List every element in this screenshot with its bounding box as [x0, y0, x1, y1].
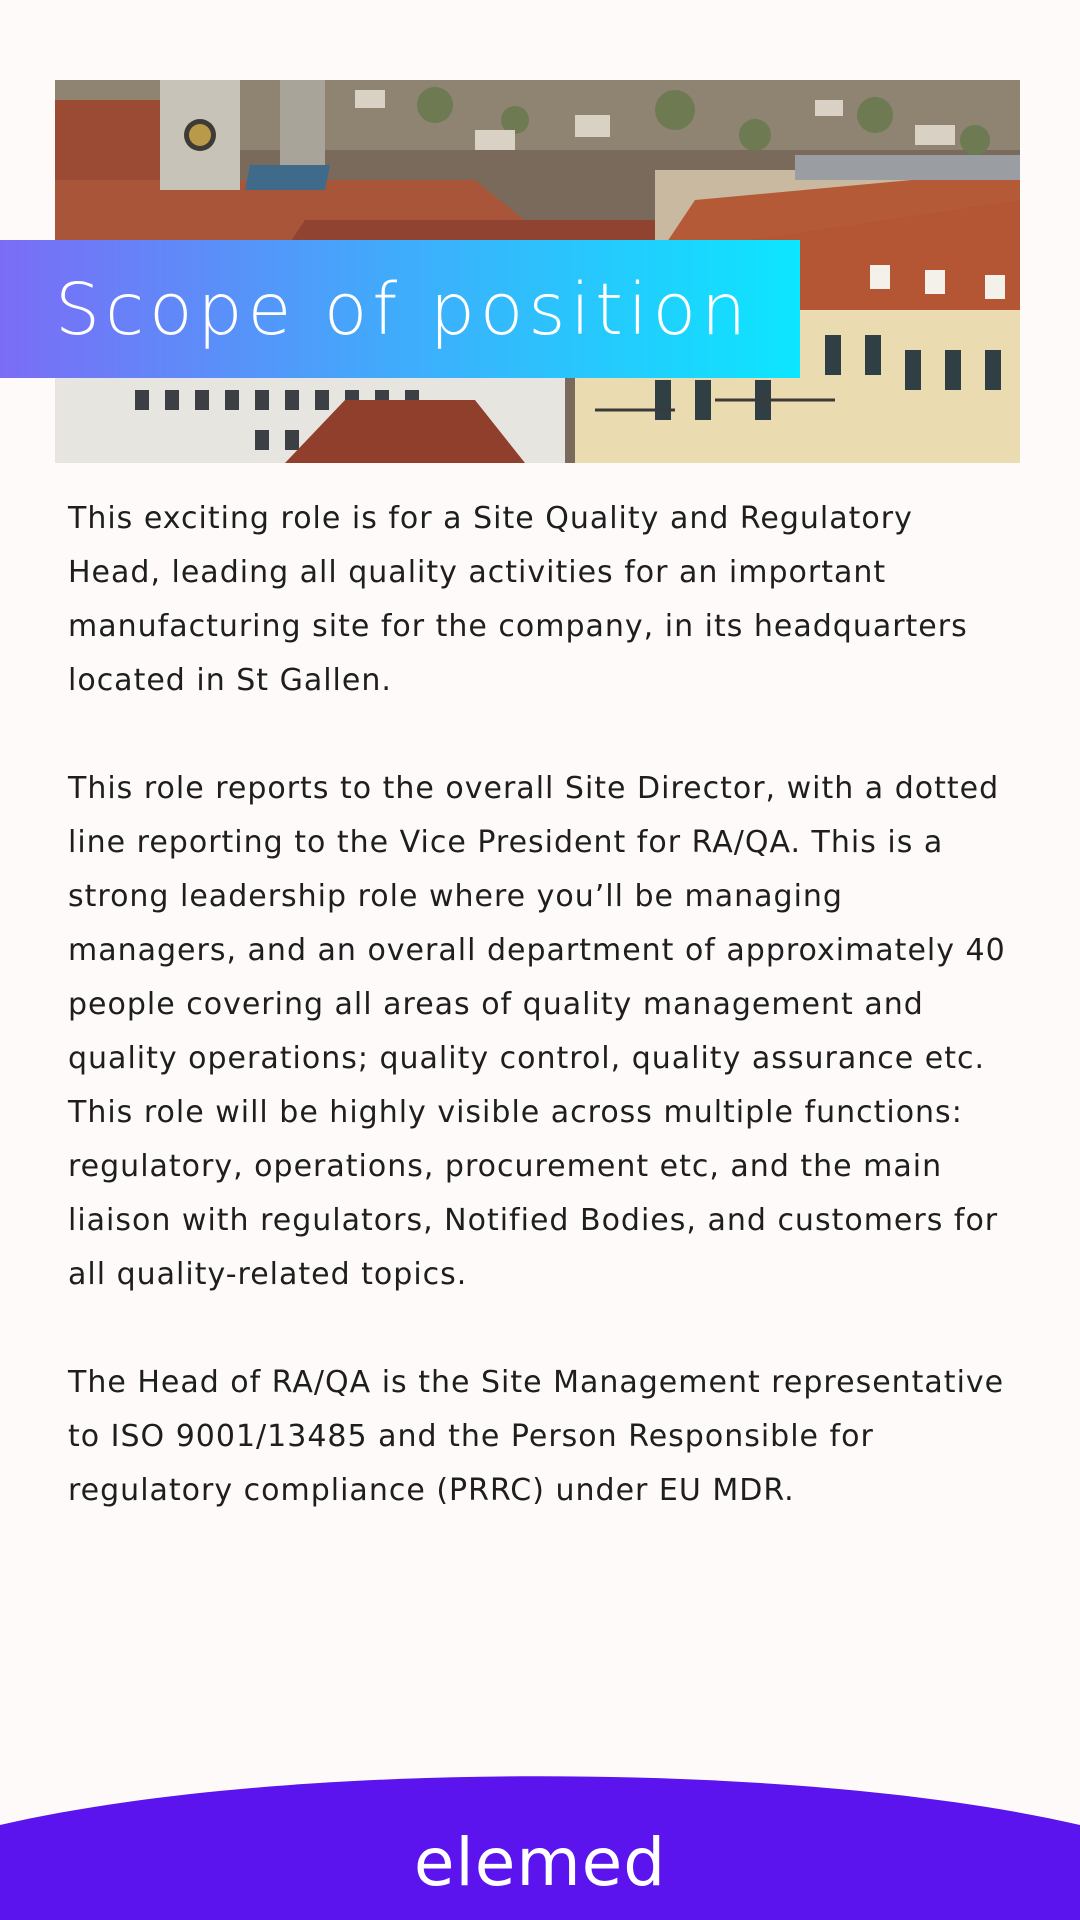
title-banner: [0, 240, 800, 378]
paragraph-reporting-line: This role reports to the overall Site Director, with a dotted line reporting to the Vice President for RA/QA. This is a strong leadership role where you’ll be managing managers, and an overall department of approximately 40 people covering all areas of quality management and quality operations; quality control, quality assurance etc. This role will be highly visible across multiple functions: regulatory, operations, procurement etc, and the main liaison with regulators, Notified Bodies, and customers for all quality-related topics.: [68, 771, 1006, 1292]
brand-logo: elemed: [413, 1824, 667, 1901]
scope-description: [68, 492, 1008, 1572]
page-title: Scope of position: [55, 267, 752, 351]
paragraph-role-overview: This exciting role is for a Site Quality and Regulatory Head, leading all quality activities for an important manufacturing site for the company, in its headquarters located in St Gallen.: [68, 501, 968, 698]
footer-band: [0, 1770, 1080, 1920]
paragraph-regulatory-responsibility: The Head of RA/QA is the Site Management representative to ISO 9001/13485 and the Person Responsible for regulatory compliance (PRRC) under EU MDR.: [68, 1365, 1005, 1508]
